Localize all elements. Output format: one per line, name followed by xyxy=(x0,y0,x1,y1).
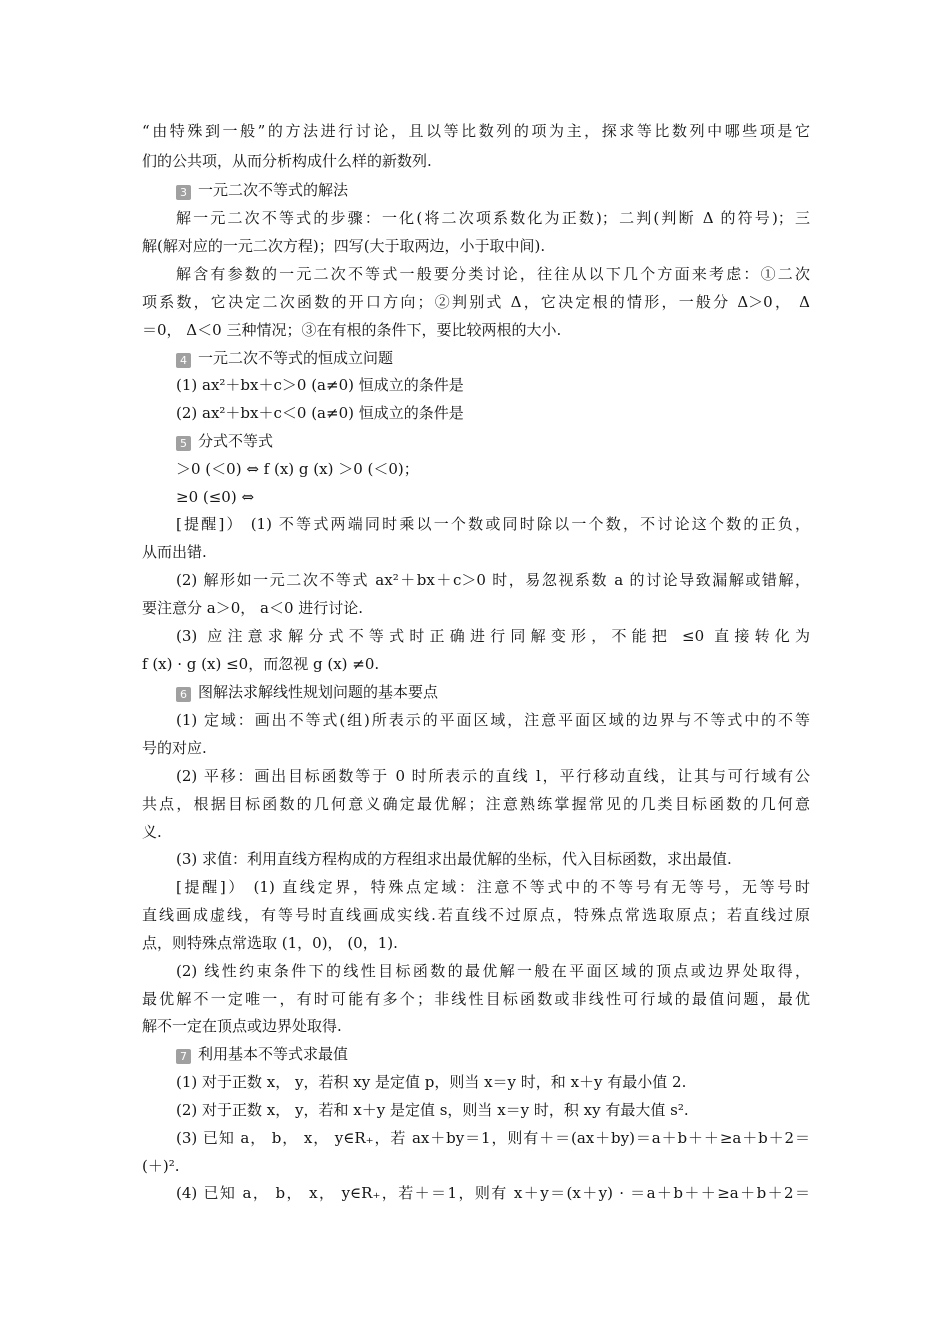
paragraph-line: (1) ax²＋bx＋c＞0 (a≠0) 恒成立的条件是 xyxy=(176,376,464,394)
paragraph-line: (2) 平移：画出目标函数等于 0 时所表示的直线 l，平行移动直线，让其与可行域有公 xyxy=(176,767,810,785)
section-heading-text: 图解法求解线性规划问题的基本要点 xyxy=(198,683,439,701)
paragraph-line: 义. xyxy=(142,823,162,841)
section-heading-text: 一元二次不等式的解法 xyxy=(198,181,349,199)
paragraph-line: (3) 已知 a， b， x， y∈R₊，若 ax＋by＝1，则有＋＝(ax＋by)＝a＋b＋＋≥a＋b＋2＝ xyxy=(176,1129,810,1147)
paragraph-line: (2) 对于正数 x， y，若和 x＋y 是定值 s，则当 x＝y 时，积 xy 有最大值 s². xyxy=(176,1101,689,1119)
paragraph-line: “由特殊到一般”的方法进行讨论，且以等比数列的项为主，探求等比数列中哪些项是它 xyxy=(142,122,810,140)
paragraph-line: 最优解不一定唯一，有时可能有多个；非线性目标函数或非线性可行域的最值问题，最优 xyxy=(142,990,810,1008)
paragraph-line: (＋)². xyxy=(142,1157,180,1175)
paragraph-line: 号的对应. xyxy=(142,739,207,757)
paragraph-line: (2) 线性约束条件下的线性目标函数的最优解一般在平面区域的顶点或边界处取得， xyxy=(176,962,810,980)
section-number-badge: 7 xyxy=(176,1049,191,1064)
paragraph-line: 解不一定在顶点或边界处取得. xyxy=(142,1017,342,1035)
paragraph-line: 点，则特殊点常选取 (1，0)， (0，1). xyxy=(142,934,398,952)
section-heading-text: 一元二次不等式的恒成立问题 xyxy=(198,349,394,367)
paragraph-line: 要注意分 a＞0， a＜0 进行讨论. xyxy=(142,599,364,617)
reminder-line: [提醒]） (1) 不等式两端同时乘以一个数或同时除以一个数，不讨论这个数的正负， xyxy=(176,515,810,533)
paragraph-line: 解(解对应的一元二次方程)；四写(大于取两边，小于取中间). xyxy=(142,237,546,255)
paragraph-line: ＞0 (＜0) ⇔ f (x) g (x) ＞0 (＜0)； xyxy=(176,460,419,478)
paragraph-line: (4) 已知 a， b， x， y∈R₊，若＋＝1，则有 x＋y＝(x＋y) · ＝a＋b＋＋≥a＋b＋2＝ xyxy=(176,1184,810,1202)
section-number-badge: 5 xyxy=(176,436,191,451)
section-heading-7 xyxy=(176,1044,348,1064)
section-heading-5 xyxy=(176,431,273,451)
paragraph-line: (2) ax²＋bx＋c＜0 (a≠0) 恒成立的条件是 xyxy=(176,404,464,422)
paragraph-line: f (x) · g (x) ≤0，而忽视 g (x) ≠0. xyxy=(142,655,380,673)
paragraph-line: 从而出错. xyxy=(142,543,207,561)
section-heading-6 xyxy=(176,682,438,702)
paragraph-line: 解一元二次不等式的步骤：一化(将二次项系数化为正数)；二判(判断 Δ 的符号)；三 xyxy=(176,209,810,227)
paragraph-line: 共点，根据目标函数的几何意义确定最优解；注意熟练掌握常见的几类目标函数的几何意 xyxy=(142,795,810,813)
paragraph-line: (3) 应注意求解分式不等式时正确进行同解变形，不能把 ≤0 直接转化为 xyxy=(176,627,810,645)
section-number-badge: 6 xyxy=(176,687,191,702)
section-heading-text: 利用基本不等式求最值 xyxy=(198,1045,349,1063)
section-heading-4 xyxy=(176,348,393,368)
paragraph-line: (1) 对于正数 x， y，若积 xy 是定值 p，则当 x＝y 时，和 x＋y 有最小值 2. xyxy=(176,1073,687,1091)
paragraph-line: 们的公共项，从而分析构成什么样的新数列. xyxy=(142,152,432,170)
paragraph-line: 解含有参数的一元二次不等式一般要分类讨论，往往从以下几个方面来考虑：①二次 xyxy=(176,265,810,283)
paragraph-line: 直线画成虚线，有等号时直线画成实线.若直线不过原点，特殊点常选取原点；若直线过原 xyxy=(142,906,810,924)
section-number-badge: 4 xyxy=(176,353,191,368)
reminder-line: [提醒]） (1) 直线定界，特殊点定域：注意不等式中的不等号有无等号，无等号时 xyxy=(176,878,810,896)
section-heading-3 xyxy=(176,180,348,200)
paragraph-line: 项系数，它决定二次函数的开口方向；②判别式 Δ，它决定根的情形，一般分 Δ＞0， Δ xyxy=(142,293,810,311)
paragraph-line: (2) 解形如一元二次不等式 ax²＋bx＋c＞0 时，易忽视系数 a 的讨论导致漏解或错解， xyxy=(176,571,810,589)
paragraph-line: (3) 求值：利用直线方程构成的方程组求出最优解的坐标，代入目标函数，求出最值. xyxy=(176,850,732,868)
section-number-badge: 3 xyxy=(176,185,191,200)
section-heading-text: 分式不等式 xyxy=(198,432,274,450)
paragraph-line: ≥0 (≤0) ⇔ xyxy=(176,488,255,506)
paragraph-line: (1) 定域：画出不等式(组)所表示的平面区域，注意平面区域的边界与不等式中的不等 xyxy=(176,711,810,729)
paragraph-line: ＝0， Δ＜0 三种情况；③在有根的条件下，要比较两根的大小. xyxy=(142,321,562,339)
